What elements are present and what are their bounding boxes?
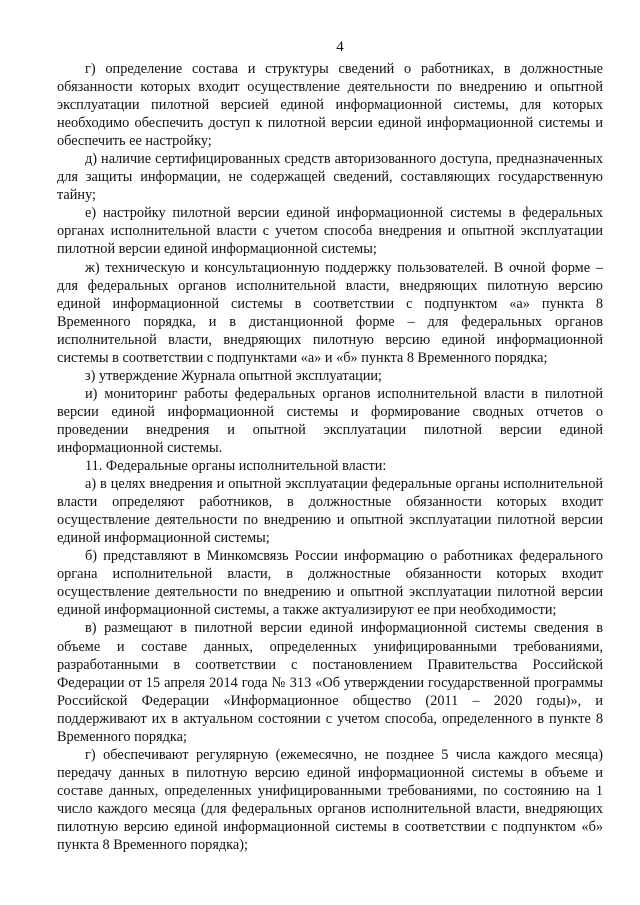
paragraph-11-v: в) размещают в пилотной версии единой информационной системы сведения в объеме и составе данных, определенных унифицированными требованиями, разработанными в соответствии с постановлением Правительства Российской Федерации от 15 апреля 2014 года № 313 «Об утверждении государственной программы Российской Федерации «Информационное общество (2011 – 2020 годы)», и поддерживают их в актуальном состоянии с учетом способа, определенного в пункте 8 Временного порядка; — [57, 620, 603, 745]
paragraph-11-a: а) в целях внедрения и опытной эксплуатации федеральные органы исполнительной власти определяют работников, в должностные обязанности которых входит осуществление деятельности по внедрению и опытной эксплуатации пилотной версии единой информационной системы; — [57, 476, 603, 547]
page-number: 4 — [336, 39, 344, 55]
paragraph-11-b: б) представляют в Минкомсвязь России информацию о работниках федерального органа исполнительной власти, в должностные обязанности которых входит осуществление деятельности по внедрению и опытной эксплуатации пилотной версии единой информационной системы, а также актуализируют ее при необходимости; — [57, 548, 603, 619]
paragraph-e: е) настройку пилотной версии единой информационной системы в федеральных органах исполнительной власти с учетом способа внедрения и опытной эксплуатации пилотной версии единой информационной системы; — [57, 205, 603, 258]
paragraph-zh: ж) техническую и консультационную поддержку пользователей. В очной форме – для федеральных органов исполнительной власти, внедряющих пилотную версию единой информационной системы в соответствии с подпунктом «а» пункта 8 Временного порядка, и в дистанционной форме – для федеральных органов исполнительной власти, внедряющих пилотную версию единой информационной системы в соответствии с подпунктами «а» и «б» пункта 8 Временного порядка; — [57, 259, 603, 366]
document-body — [57, 60, 603, 854]
section-11-heading: 11. Федеральные органы исполнительной власти: — [85, 458, 387, 475]
paragraph-i: и) мониторинг работы федеральных органов исполнительной власти в пилотной версии единой информационной системы и формирование сводных отчетов о проведении внедрения и опытной эксплуатации пилотной версии единой информационной системы. — [57, 385, 603, 456]
paragraph-g: г) определение состава и структуры сведений о работниках, в должностные обязанности которых входит осуществление деятельности по внедрению и опытной эксплуатации пилотной версией единой информационной системы, для которых необходимо обеспечить доступ к пилотной версии единой информационной системы и обеспечить ее настройку; — [57, 61, 603, 150]
paragraph-z: з) утверждение Журнала опытной эксплуатации; — [85, 367, 383, 384]
paragraph-11-g: г) обеспечивают регулярную (ежемесячно, не позднее 5 числа каждого месяца) передачу данных в пилотную версию единой информационной системы в объеме и составе данных, определенных унифицированными требованиями, по состоянию на 1 число каждого месяца (для федеральных органов исполнительной власти, внедряющих пилотную версию единой информационной системы в соответствии с подпунктом «б» пункта 8 Временного порядка); — [57, 746, 603, 854]
paragraph-d: д) наличие сертифицированных средств авторизованного доступа, предназначенных для защиты информации, не содержащей сведений, составляющих государственную тайну; — [57, 151, 603, 204]
